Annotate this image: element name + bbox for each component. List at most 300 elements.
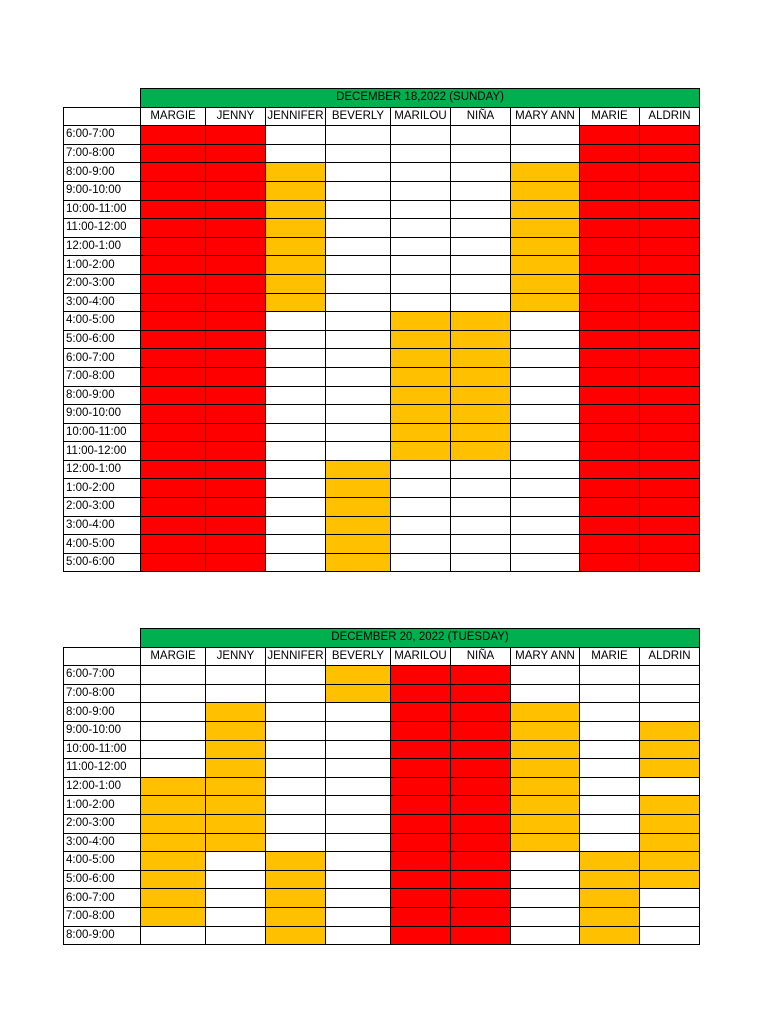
schedule-cell [511, 926, 580, 945]
schedule-cell [141, 721, 206, 740]
schedule-cell [141, 460, 206, 479]
schedule-cell [451, 274, 511, 293]
time-slot-row [64, 833, 700, 852]
time-slot-label: 8:00-9:00 [64, 926, 141, 945]
time-slot-label: 4:00-5:00 [64, 535, 141, 554]
staff-name-header: ALDRIN [640, 647, 700, 666]
time-slot-label: 8:00-9:00 [64, 703, 141, 722]
schedule-cell [391, 126, 451, 145]
schedule-cell [580, 312, 640, 331]
time-slot-row [64, 330, 700, 349]
schedule-cell [266, 386, 326, 405]
schedule-cell [451, 293, 511, 312]
schedule-cell [580, 740, 640, 759]
schedule-cell [206, 312, 266, 331]
time-slot-row [64, 516, 700, 535]
corner-blank [64, 89, 141, 108]
schedule-cell [391, 479, 451, 498]
schedule-cell [206, 144, 266, 163]
schedule-cell [266, 330, 326, 349]
schedule-cell [640, 181, 700, 200]
schedule-cell [326, 907, 391, 926]
schedule-cell [451, 777, 511, 796]
schedule-cell [141, 442, 206, 461]
schedule-cell [326, 181, 391, 200]
time-slot-row [64, 553, 700, 572]
schedule-cell [580, 852, 640, 871]
time-slot-label: 3:00-4:00 [64, 833, 141, 852]
schedule-cell [266, 181, 326, 200]
staff-name-header: MARILOU [391, 647, 451, 666]
time-slot-label: 6:00-7:00 [64, 349, 141, 368]
schedule-cell [511, 219, 580, 238]
schedule-cell [640, 666, 700, 685]
schedule-cell [451, 553, 511, 572]
time-slot-label: 3:00-4:00 [64, 293, 141, 312]
schedule-cell [640, 200, 700, 219]
staff-name-header: JENNY [206, 107, 266, 126]
time-slot-row [64, 535, 700, 554]
time-slot-label: 7:00-8:00 [64, 907, 141, 926]
schedule-cell [326, 516, 391, 535]
schedule-cell [206, 423, 266, 442]
staff-name-header: MARY ANN [511, 647, 580, 666]
schedule-cell [391, 349, 451, 368]
schedule-cell [451, 907, 511, 926]
schedule-cell [511, 163, 580, 182]
schedule-cell [451, 852, 511, 871]
schedule-cell [206, 479, 266, 498]
schedule-cell [206, 349, 266, 368]
staff-name-header: JENNIFER [266, 647, 326, 666]
schedule-cell [266, 312, 326, 331]
time-slot-label: 2:00-3:00 [64, 498, 141, 517]
schedule-cell [451, 330, 511, 349]
schedule-cell [511, 442, 580, 461]
schedule-cell [266, 889, 326, 908]
schedule-cell [391, 926, 451, 945]
schedule-cell [640, 852, 700, 871]
schedule-cell [451, 200, 511, 219]
schedule-cell [141, 684, 206, 703]
schedule-cell [391, 814, 451, 833]
time-slot-label: 3:00-4:00 [64, 516, 141, 535]
schedule-cell [326, 442, 391, 461]
schedule-cell [266, 777, 326, 796]
schedule-cell [266, 666, 326, 685]
time-slot-row [64, 367, 700, 386]
time-slot-label: 5:00-6:00 [64, 553, 141, 572]
schedule-cell [511, 144, 580, 163]
schedule-cell [141, 870, 206, 889]
time-slot-row [64, 405, 700, 424]
time-slot-label: 11:00-12:00 [64, 219, 141, 238]
schedule-cell [206, 926, 266, 945]
schedule-cell [451, 740, 511, 759]
schedule-cell [326, 814, 391, 833]
schedule-cell [451, 386, 511, 405]
schedule-cell [206, 703, 266, 722]
schedule-cell [266, 852, 326, 871]
time-slot-row [64, 740, 700, 759]
schedule-cell [640, 330, 700, 349]
schedule-cell [640, 219, 700, 238]
time-slot-row [64, 684, 700, 703]
schedule-cell [640, 759, 700, 778]
schedule-cell [266, 479, 326, 498]
schedule-cell [451, 423, 511, 442]
time-slot-row [64, 777, 700, 796]
schedule-cell [141, 181, 206, 200]
schedule-cell [141, 405, 206, 424]
schedule-cell [326, 889, 391, 908]
schedule-cell [326, 126, 391, 145]
schedule-cell [326, 349, 391, 368]
staff-name-header: BEVERLY [326, 107, 391, 126]
schedule-cell [580, 889, 640, 908]
schedule-table-december-20 [63, 628, 700, 945]
schedule-cell [141, 703, 206, 722]
time-slot-label: 7:00-8:00 [64, 144, 141, 163]
time-slot-label: 12:00-1:00 [64, 777, 141, 796]
schedule-cell [580, 219, 640, 238]
schedule-cell [640, 553, 700, 572]
schedule-cell [511, 796, 580, 815]
schedule-cell [391, 516, 451, 535]
schedule-cell [266, 349, 326, 368]
time-slot-label: 1:00-2:00 [64, 796, 141, 815]
schedule-cell [511, 833, 580, 852]
schedule-cell [391, 293, 451, 312]
time-slot-row [64, 181, 700, 200]
schedule-cell [451, 126, 511, 145]
time-slot-row [64, 907, 700, 926]
schedule-cell [206, 219, 266, 238]
schedule-cell [206, 256, 266, 275]
schedule-cell [511, 256, 580, 275]
schedule-cell [451, 498, 511, 517]
schedule-cell [141, 553, 206, 572]
schedule-cell [511, 535, 580, 554]
time-slot-label: 9:00-10:00 [64, 721, 141, 740]
time-slot-row [64, 293, 700, 312]
staff-name-header: NIÑA [451, 647, 511, 666]
schedule-cell [141, 535, 206, 554]
schedule-cell [141, 852, 206, 871]
schedule-cell [141, 293, 206, 312]
schedule-cell [511, 777, 580, 796]
schedule-cell [451, 796, 511, 815]
time-slot-row [64, 870, 700, 889]
time-slot-row [64, 237, 700, 256]
schedule-cell [451, 814, 511, 833]
schedule-cell [511, 852, 580, 871]
time-slot-row [64, 200, 700, 219]
schedule-cell [391, 852, 451, 871]
schedule-cell [206, 367, 266, 386]
schedule-cell [391, 759, 451, 778]
schedule-cell [511, 349, 580, 368]
schedule-cell [580, 405, 640, 424]
schedule-cell [640, 498, 700, 517]
schedule-cell [640, 535, 700, 554]
schedule-cell [580, 498, 640, 517]
schedule-cell [326, 852, 391, 871]
time-slot-label: 2:00-3:00 [64, 274, 141, 293]
schedule-cell [326, 777, 391, 796]
schedule-cell [511, 460, 580, 479]
schedule-cell [580, 386, 640, 405]
schedule-cell [206, 405, 266, 424]
schedule-cell [391, 163, 451, 182]
schedule-cell [206, 870, 266, 889]
schedule-cell [391, 181, 451, 200]
schedule-cell [266, 293, 326, 312]
schedule-cell [511, 516, 580, 535]
schedule-cell [141, 666, 206, 685]
schedule-cell [141, 330, 206, 349]
schedule-cell [511, 703, 580, 722]
schedule-cell [640, 312, 700, 331]
time-slot-label: 1:00-2:00 [64, 479, 141, 498]
time-slot-row [64, 163, 700, 182]
schedule-cell [326, 163, 391, 182]
schedule-cell [141, 814, 206, 833]
schedule-cell [511, 553, 580, 572]
schedule-cell [266, 740, 326, 759]
schedule-cell [206, 796, 266, 815]
schedule-cell [511, 740, 580, 759]
schedule-cell [141, 516, 206, 535]
schedule-cell [326, 330, 391, 349]
schedule-cell [451, 312, 511, 331]
schedule-cell [266, 126, 326, 145]
schedule-cell [326, 721, 391, 740]
schedule-date-title: DECEMBER 18,2022 (SUNDAY) [141, 89, 700, 108]
schedule-cell [206, 330, 266, 349]
time-slot-row [64, 423, 700, 442]
schedule-cell [266, 144, 326, 163]
schedule-cell [511, 721, 580, 740]
schedule-cell [640, 516, 700, 535]
schedule-cell [511, 759, 580, 778]
staff-name-header: NIÑA [451, 107, 511, 126]
schedule-cell [141, 200, 206, 219]
schedule-cell [326, 666, 391, 685]
schedule-cell [391, 889, 451, 908]
staff-name-header: BEVERLY [326, 647, 391, 666]
time-slot-label: 7:00-8:00 [64, 684, 141, 703]
schedule-cell [511, 870, 580, 889]
schedule-cell [511, 684, 580, 703]
schedule-cell [141, 423, 206, 442]
schedule-cell [266, 907, 326, 926]
schedule-cell [391, 907, 451, 926]
time-slot-label: 6:00-7:00 [64, 666, 141, 685]
schedule-cell [141, 907, 206, 926]
schedule-cell [511, 312, 580, 331]
schedule-cell [451, 405, 511, 424]
schedule-cell [580, 367, 640, 386]
schedule-cell [206, 386, 266, 405]
schedule-cell [451, 219, 511, 238]
time-slot-label: 10:00-11:00 [64, 200, 141, 219]
schedule-cell [266, 796, 326, 815]
schedule-cell [511, 405, 580, 424]
schedule-cell [580, 181, 640, 200]
time-slot-row [64, 442, 700, 461]
schedule-cell [640, 479, 700, 498]
schedule-cell [580, 814, 640, 833]
schedule-cell [580, 126, 640, 145]
schedule-cell [391, 703, 451, 722]
schedule-cell [206, 163, 266, 182]
schedule-cell [206, 460, 266, 479]
schedule-cell [141, 759, 206, 778]
schedule-cell [326, 312, 391, 331]
staff-name-header: MARY ANN [511, 107, 580, 126]
schedule-cell [326, 237, 391, 256]
schedule-cell [266, 367, 326, 386]
schedule-cell [391, 666, 451, 685]
schedule-cell [640, 274, 700, 293]
schedule-cell [580, 553, 640, 572]
schedule-cell [266, 870, 326, 889]
schedule-cell [640, 126, 700, 145]
schedule-cell [451, 237, 511, 256]
schedule-cell [391, 200, 451, 219]
schedule-cell [326, 703, 391, 722]
schedule-cell [580, 870, 640, 889]
schedule-cell [640, 721, 700, 740]
schedule-cell [640, 386, 700, 405]
schedule-cell [206, 740, 266, 759]
staff-name-header: MARGIE [141, 107, 206, 126]
time-slot-row [64, 274, 700, 293]
schedule-cell [206, 814, 266, 833]
time-slot-label: 2:00-3:00 [64, 814, 141, 833]
schedule-cell [640, 814, 700, 833]
schedule-cell [206, 553, 266, 572]
schedule-cell [206, 126, 266, 145]
schedule-cell [206, 907, 266, 926]
schedule-cell [640, 442, 700, 461]
schedule-cell [580, 163, 640, 182]
schedule-cell [511, 274, 580, 293]
schedule-cell [206, 684, 266, 703]
time-slot-label: 9:00-10:00 [64, 181, 141, 200]
schedule-cell [391, 740, 451, 759]
schedule-cell [141, 386, 206, 405]
schedule-cell [141, 740, 206, 759]
schedule-cell [391, 219, 451, 238]
schedule-cell [266, 274, 326, 293]
schedule-cell [511, 200, 580, 219]
schedule-cell [391, 256, 451, 275]
staff-name-header: JENNY [206, 647, 266, 666]
schedule-cell [206, 833, 266, 852]
schedule-cell [391, 833, 451, 852]
time-slot-label: 12:00-1:00 [64, 460, 141, 479]
time-slot-row [64, 666, 700, 685]
schedule-cell [266, 405, 326, 424]
schedule-cell [580, 666, 640, 685]
schedule-cell [580, 684, 640, 703]
time-slot-row [64, 703, 700, 722]
schedule-cell [206, 442, 266, 461]
schedule-cell [141, 144, 206, 163]
time-slot-label: 9:00-10:00 [64, 405, 141, 424]
schedule-cell [580, 479, 640, 498]
schedule-cell [451, 442, 511, 461]
schedule-cell [266, 219, 326, 238]
schedule-cell [326, 144, 391, 163]
schedule-cell [640, 293, 700, 312]
schedule-cell [326, 553, 391, 572]
schedule-cell [206, 721, 266, 740]
schedule-cell [511, 386, 580, 405]
schedule-cell [391, 423, 451, 442]
schedule-cell [451, 721, 511, 740]
schedule-cell [326, 200, 391, 219]
schedule-cell [266, 516, 326, 535]
schedule-cell [326, 498, 391, 517]
schedule-cell [206, 535, 266, 554]
schedule-cell [580, 833, 640, 852]
schedule-cell [580, 442, 640, 461]
schedule-cell [326, 219, 391, 238]
schedule-cell [580, 907, 640, 926]
schedule-cell [206, 759, 266, 778]
time-slot-row [64, 312, 700, 331]
time-slot-row [64, 219, 700, 238]
schedule-cell [451, 889, 511, 908]
schedule-cell [580, 423, 640, 442]
time-slot-row [64, 721, 700, 740]
schedule-cell [266, 814, 326, 833]
schedule-cell [326, 293, 391, 312]
staff-name-header: MARILOU [391, 107, 451, 126]
time-slot-label: 5:00-6:00 [64, 870, 141, 889]
schedule-cell [580, 721, 640, 740]
schedule-cell [391, 684, 451, 703]
time-slot-label: 6:00-7:00 [64, 889, 141, 908]
schedule-cell [326, 833, 391, 852]
schedule-cell [266, 423, 326, 442]
schedule-cell [266, 498, 326, 517]
schedule-cell [640, 367, 700, 386]
schedule-cell [640, 870, 700, 889]
schedule-cell [326, 926, 391, 945]
schedule-cell [206, 200, 266, 219]
schedule-cell [391, 870, 451, 889]
time-slot-label: 6:00-7:00 [64, 126, 141, 145]
schedule-cell [141, 479, 206, 498]
schedule-cell [511, 237, 580, 256]
schedule-cell [326, 367, 391, 386]
schedule-cell [451, 479, 511, 498]
time-column-header [64, 647, 141, 666]
schedule-cell [451, 181, 511, 200]
schedule-cell [451, 144, 511, 163]
schedule-cell [580, 349, 640, 368]
time-slot-row [64, 460, 700, 479]
schedule-cell [141, 833, 206, 852]
schedule-cell [391, 535, 451, 554]
schedule-cell [511, 126, 580, 145]
schedule-cell [580, 274, 640, 293]
schedule-cell [141, 367, 206, 386]
